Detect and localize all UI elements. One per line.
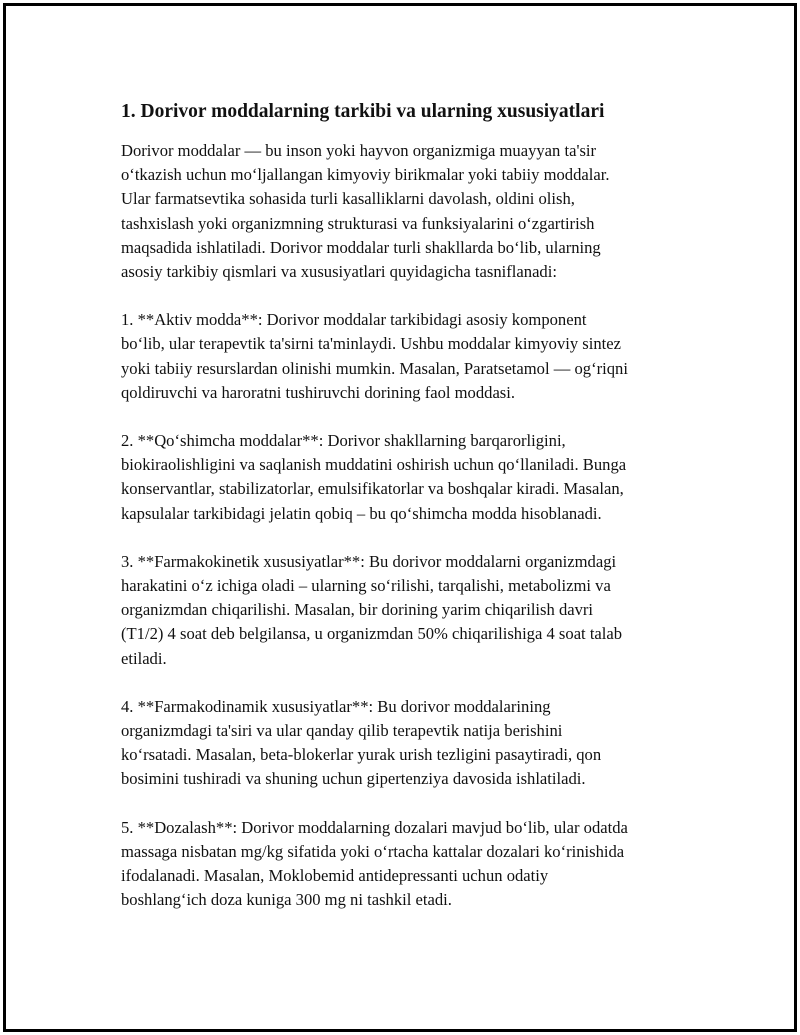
page-frame (3, 3, 797, 1032)
document-body (121, 98, 701, 936)
text-line: o‘tkazish uchun mo‘ljallangan kimyoviy birikmalar yoki tabiiy moddalar. (121, 165, 610, 185)
text-line: boshlang‘ich doza kuniga 300 mg ni tashkil etadi. (121, 890, 452, 910)
text-line: (T1/2) 4 soat deb belgilansa, u organizmdan 50% chiqarilishiga 4 soat talab (121, 624, 623, 644)
text-line: kapsulalar tarkibidagi jelatin qobiq – bu qo‘shimcha modda hisoblanadi. (121, 503, 602, 523)
text-line: ifodalanadi. Masalan, Moklobemid antidepressanti uchun odatiy (121, 866, 549, 886)
paragraph-item-5 (121, 816, 701, 913)
text-line: organizmdan chiqarilishi. Masalan, bir dorining yarim chiqarilish davri (121, 600, 594, 620)
text-line: tashxislash yoki organizmning strukturasi va funksiyalarini o‘zgartirish (121, 213, 595, 233)
text-line: massaga nisbatan mg/kg sifatida yoki o‘rtacha kattalar dozalari ko‘rinishida (121, 841, 625, 861)
text-line: etiladi. (121, 648, 167, 668)
text-line: qoldiruvchi va haroratni tushiruvchi dorining faol moddasi. (121, 382, 516, 402)
paragraph-item-1 (121, 308, 701, 405)
text-line: organizmdagi ta'siri va ular qanday qilib terapevtik natija berishini (121, 721, 563, 741)
text-line: konservantlar, stabilizatorlar, emulsifikatorlar va boshqalar kiradi. Masalan, (121, 479, 624, 499)
text-line: 5. **Dozalash**: Dorivor moddalarning dozalari mavjud bo‘lib, ular odatda (121, 817, 628, 837)
text-line: 2. **Qo‘shimcha moddalar**: Dorivor shakllarning barqarorligini, (121, 431, 566, 451)
text-line: biokiraolishligini va saqlanish muddatini oshirish uchun qo‘llaniladi. Bunga (121, 455, 627, 475)
text-line: 3. **Farmakokinetik xususiyatlar**: Bu dorivor moddalarni organizmdagi (121, 551, 617, 571)
paragraph-item-4 (121, 695, 701, 792)
paragraph-item-2 (121, 429, 701, 526)
text-line: Dorivor moddalar — bu inson yoki hayvon organizmiga muayyan ta'sir (121, 141, 597, 160)
text-line: asosiy tarkibiy qismlari va xususiyatlari quyidagicha tasniflanadi: (121, 262, 557, 282)
text-line: bo‘lib, ular terapevtik ta'sirni ta'minlaydi. Ushbu moddalar kimyoviy sintez (121, 334, 622, 354)
text-line: yoki tabiiy resurslardan olinishi mumkin. Masalan, Paratsetamol — og‘riqni (121, 358, 628, 378)
text-line: 1. **Aktiv modda**: Dorivor moddalar tarkibidagi asosiy komponent (121, 310, 587, 330)
text-line: maqsadida ishlatiladi. Dorivor moddalar turli shakllarda bo‘lib, ularning (121, 237, 601, 257)
text-line: 4. **Farmakodinamik xususiyatlar**: Bu dorivor moddalarining (121, 696, 551, 716)
text-line: bosimini tushiradi va shuning uchun gipertenziya davosida ishlatiladi. (121, 769, 586, 789)
text-line: Ular farmatsevtika sohasida turli kasalliklarni davolash, oldini olish, (121, 189, 575, 209)
text-line: harakatini o‘z ichiga oladi – ularning so‘rilishi, tarqalishi, metabolizmi va (121, 576, 611, 596)
paragraph-intro (121, 139, 701, 284)
paragraph-item-3 (121, 550, 701, 671)
document-title: 1. Dorivor moddalarning tarkibi va ularning xususiyatlari (121, 101, 605, 122)
text-line: ko‘rsatadi. Masalan, beta-blokerlar yurak urish tezligini pasaytiradi, qon (121, 745, 602, 765)
